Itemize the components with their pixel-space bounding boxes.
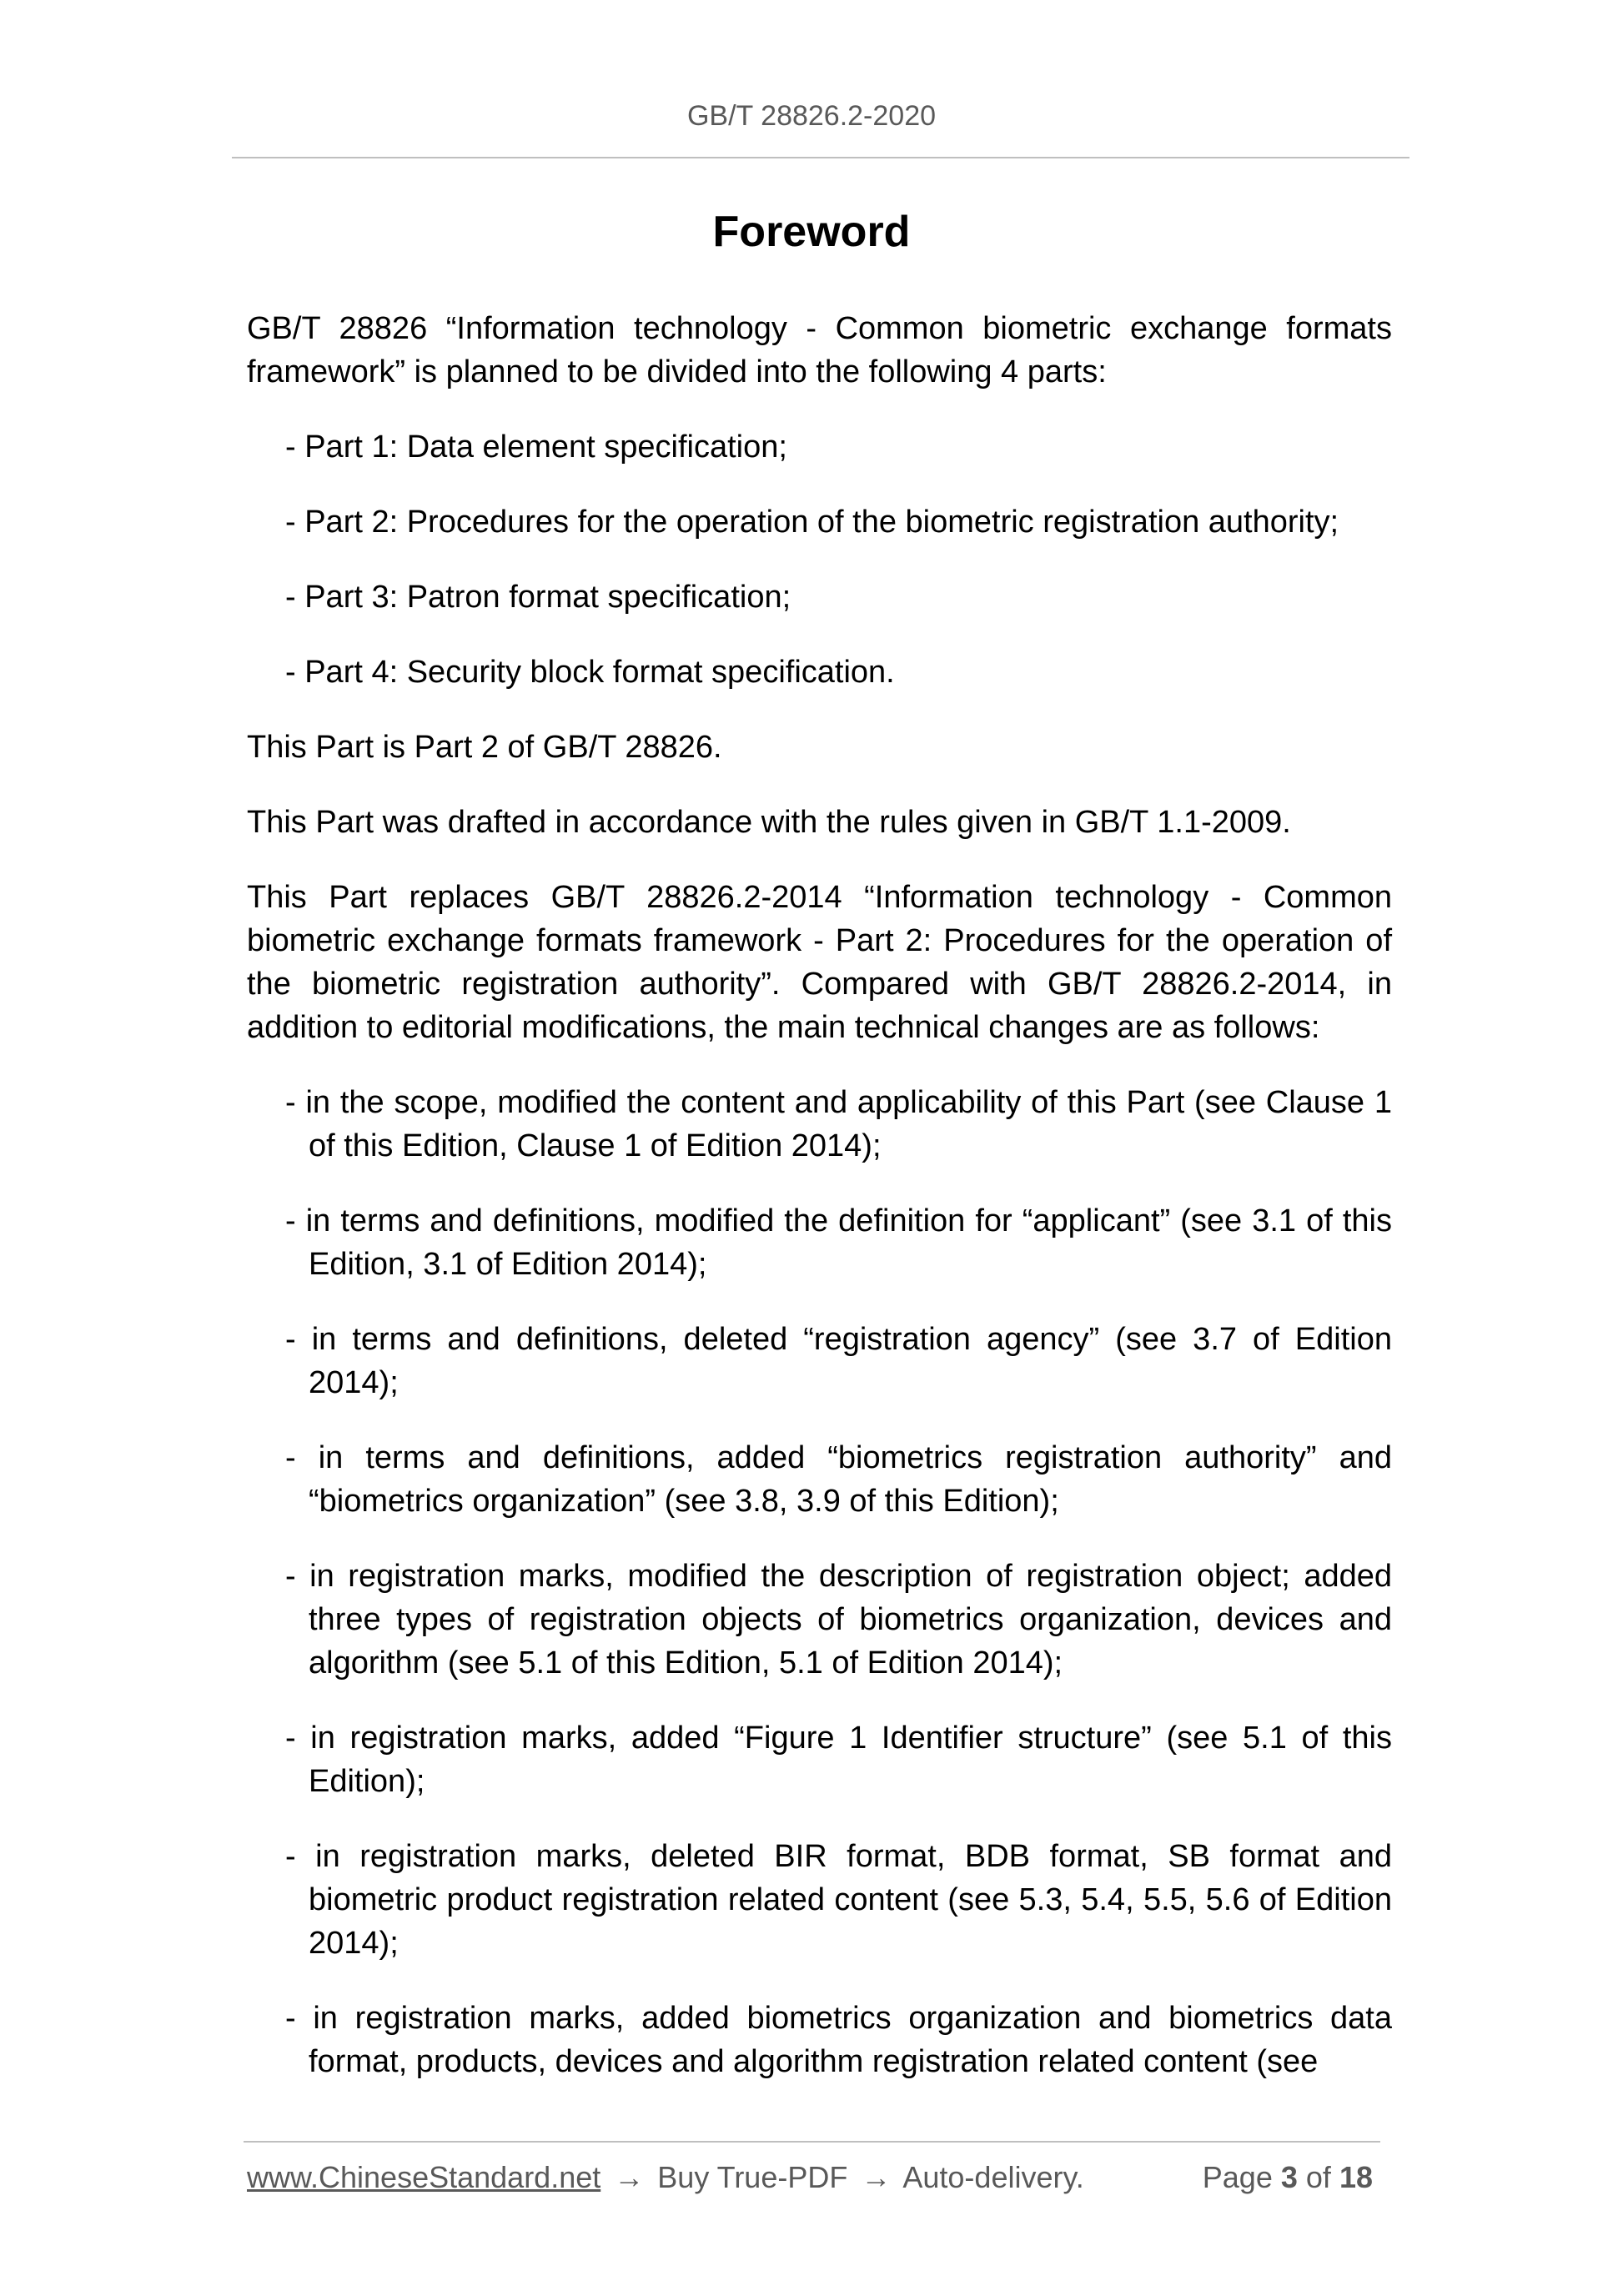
delivery-text: Auto-delivery. <box>902 2160 1084 2194</box>
parts-list-item: - Part 1: Data element specification; <box>285 430 787 465</box>
change-list-item: - in registration marks, added “Figure 1 Identifier structure” (see 5.1 of this Edition); <box>285 1721 1392 1799</box>
footer-promo <box>247 2160 1084 2195</box>
page-total: 18 <box>1339 2160 1373 2194</box>
change-list-item: - in terms and definitions, modified the definition for “applicant” (see 3.1 of this Edition, 3.1 of Edition 2014); <box>285 1203 1392 1282</box>
replacement-statement: This Part replaces GB/T 28826.2-2014 “Information technology - Common biometric exchange formats framework - Part 2: Procedures for the operation of the biometric registration authority”. Compared with GB/T 28826.2-2014, in addition to editorial modifications, the main technical changes are as follows: <box>247 880 1392 1045</box>
page-title: Foreword <box>712 208 911 256</box>
page-of-label: of <box>1305 2160 1331 2194</box>
parts-list-item: - Part 3: Patron format specification; <box>285 580 791 615</box>
change-list-item: - in terms and definitions, deleted “registration agency” (see 3.7 of Edition 2014); <box>285 1322 1392 1400</box>
foreword-body <box>247 307 1392 2083</box>
arrow-right-icon: → <box>861 2160 892 2194</box>
header-divider <box>232 157 1409 158</box>
parts-list-item: - Part 2: Procedures for the operation of the biometric registration authority; <box>285 505 1339 540</box>
change-list-item: - in registration marks, deleted BIR format, BDB format, SB format and biometric product registration related content (see 5.3, 5.4, 5.5, 5.6 of Edition 2014); <box>285 1839 1392 1961</box>
drafting-statement: This Part was drafted in accordance with the rules given in GB/T 1.1-2009. <box>247 805 1291 840</box>
page-indicator <box>1203 2160 1373 2195</box>
site-link[interactable]: www.ChineseStandard.net <box>247 2160 601 2194</box>
page-current: 3 <box>1280 2160 1298 2194</box>
change-list-item: - in registration marks, added biometrics organization and biometrics data format, products, devices and algorithm registration related content (see <box>285 2001 1392 2079</box>
change-list-item: - in the scope, modified the content and applicability of this Part (see Clause 1 of this Edition, Clause 1 of Edition 2014); <box>285 1085 1392 1163</box>
parts-list <box>247 425 1392 694</box>
document-code-header: GB/T 28826.2-2020 <box>686 100 937 132</box>
page-label: Page <box>1202 2160 1273 2194</box>
change-list-item: - in registration marks, modified the description of registration object; added three types of registration objects of biometrics organization, devices and algorithm (see 5.1 of this Edition, 5.1 of Edition 2014); <box>285 1559 1392 1681</box>
buy-text: Buy True-PDF <box>657 2160 848 2194</box>
part-statement: This Part is Part 2 of GB/T 28826. <box>247 730 722 765</box>
page-footer <box>247 2160 1381 2202</box>
parts-list-item: - Part 4: Security block format specification. <box>285 655 895 690</box>
footer-divider <box>244 2141 1380 2143</box>
arrow-right-icon: → <box>614 2160 645 2194</box>
intro-paragraph: GB/T 28826 “Information technology - Common biometric exchange formats framework” is planned to be divided into the following 4 parts: <box>247 311 1392 389</box>
change-list-item: - in terms and definitions, added “biometrics registration authority” and “biometrics organization” (see 3.8, 3.9 of this Edition); <box>285 1440 1392 1519</box>
technical-changes-list <box>247 1081 1392 2083</box>
